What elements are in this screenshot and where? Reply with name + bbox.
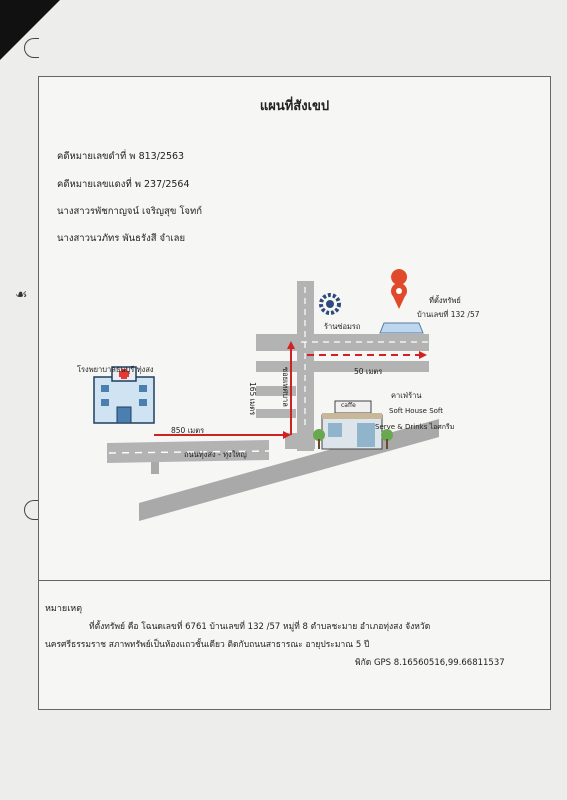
notes-heading: หมายเหตุ (45, 604, 83, 614)
gps-coordinates: พิกัด GPS 8.16560516,99.66811537 (355, 658, 505, 668)
repair-gear-icon (321, 295, 339, 313)
defendant-name: นางสาวนวภัทร พันธรังสี จำเลย (57, 233, 186, 244)
document-sheet (38, 76, 551, 710)
plaintiff-name: นางสาวรพัชกาญจน์ เจริญสุข โจทก์ (57, 206, 203, 217)
route-arrow-50 (419, 351, 427, 359)
cafe-name-line2: Serve & Drinks ไอศกรีม (375, 423, 455, 431)
black-case-number: คดีหมายเลขดำที่ พ 813/2563 (57, 151, 185, 162)
cafe-name-line1: Soft House Soft (389, 407, 444, 415)
repair-shop-label: ร้านซ่อมรถ (324, 322, 361, 331)
sketch-map (39, 267, 550, 587)
document-title: แผนที่สังเขป (259, 99, 330, 114)
distance-850-label: 850 เมตร (171, 426, 205, 435)
distance-165-label: 165 เมตร (248, 382, 257, 416)
cafe-sign-label: caffe (341, 402, 356, 409)
punch-hole-top (24, 38, 39, 58)
red-case-number: คดีหมายเลขแดงที่ พ 237/2564 (57, 179, 190, 190)
distance-50-label: 50 เมตร (354, 367, 383, 376)
road-name-label: ถนนทุ่งสง - ทุ่งใหญ่ (184, 450, 247, 459)
soi-name-label: ซอยเทศบาล (281, 367, 290, 407)
property-title-label: ที่ตั้งทรัพย์ (429, 296, 461, 305)
pen-mark: ☙ (15, 287, 28, 303)
punch-hole-bottom (24, 500, 39, 520)
cafe-title-label: คาเฟ่ร้าน (391, 391, 422, 400)
property-address-label: บ้านเลขที่ 132 /57 (417, 310, 480, 319)
road-spur (151, 462, 159, 474)
notes-line-1: ที่ตั้งทรัพย์ คือ โฉนดเลขที่ 6761 บ้านเลขที่ 132 /57 หมู่ที่ 8 ตำบลชะมาย อำเภอทุ่งสง จังหวัด (89, 622, 431, 632)
location-pin-icon (380, 269, 423, 333)
notes-line-2: นครศรีธรรมราช สภาพทรัพย์เป็นห้องแถวชั้นเดียว ติดกับถนนสาธารณะ อายุประมาณ 5 ปี (45, 640, 370, 650)
hospital-label: โรงพยาบาลธนบุรี ทุ่งสง (77, 365, 154, 374)
notes-section (39, 580, 550, 709)
